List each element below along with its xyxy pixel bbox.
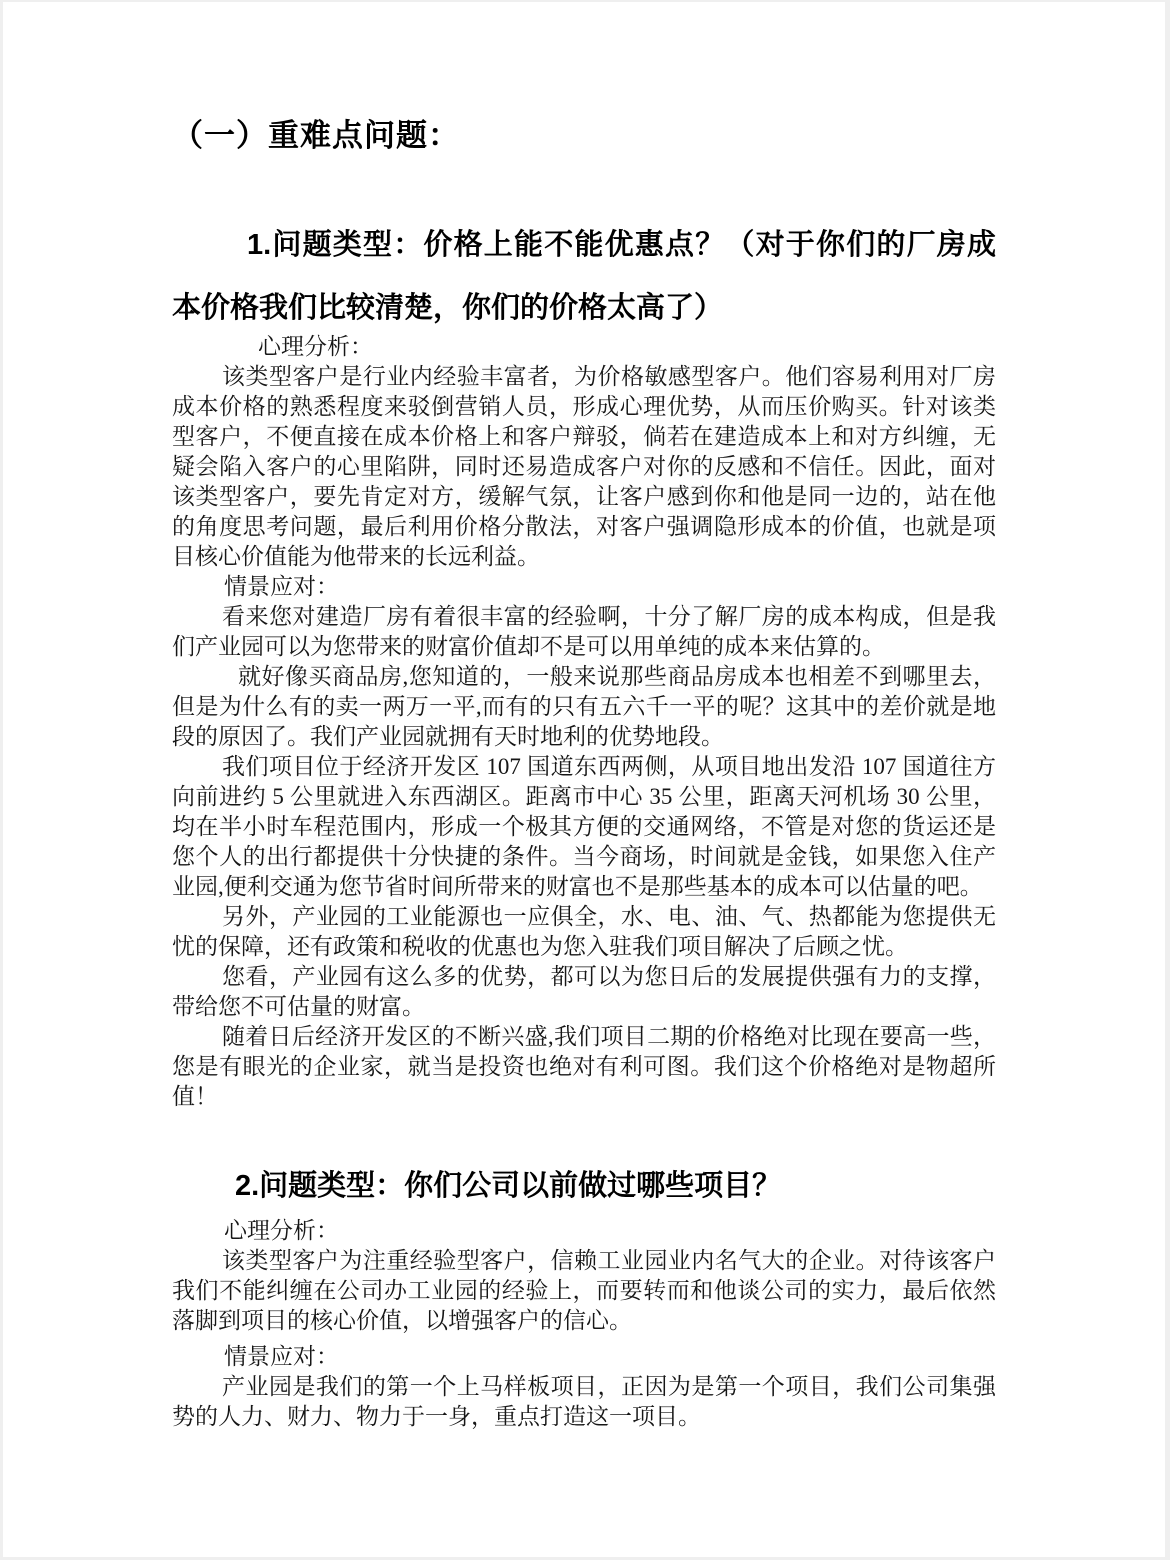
question-1-response-paragraph: 随着日后经济开发区的不断兴盛,我们项目二期的价格绝对比现在要高一些，您是有眼光的企业家，就当是投资也绝对有利可图。我们这个价格绝对是物超所值！ — [172, 1024, 996, 1109]
question-1-response-paragraph: 看来您对建造厂房有着很丰富的经验啊，十分了解厂房的成本构成，但是我们产业园可以为您带来的财富价值却不是可以用单纯的成本来估算的。 — [172, 604, 996, 659]
question-1-analysis-paragraph: 该类型客户是行业内经验丰富者，为价格敏感型客户。他们容易利用对厂房成本价格的熟悉程度来驳倒营销人员，形成心理优势，从而压价购买。针对该类型客户，不便直接在成本价格上和客户辩驳，倘若在建造成本上和对方纠缠，无疑会陷入客户的心里陷阱，同时还易造成客户对你的反感和不信任。因此，面对该类型客户，要先肯定对方，缓解气氛，让客户感到你和他是同一边的，站在他的角度思考问题，最后利用价格分散法，对客户强调隐形成本的价值，也就是项目核心价值能为他带来的长远利益。 — [172, 364, 996, 569]
question-2-response-label: 情景应对： — [224, 1344, 339, 1369]
section-title: （一）重难点问题： — [172, 118, 460, 153]
question-2-heading: 2.问题类型：你们公司以前做过哪些项目？ — [235, 1170, 782, 1202]
question-1-response-paragraph: 我们项目位于经济开发区 107 国道东西两侧，从项目地出发沿 107 国道往方向前进约 5 公里就进入东西湖区。距离市中心 35 公里，距离天河机场 30 公里，均在半小时车程范围内，形成一个极其方便的交通网络，不管是对您的货运还是您个人的出行都提供十分快捷的条件。当今商场，时间就是金钱，如果您入住产业园,便利交通为您节省时间所带来的财富也不是那些基本的成本可以估量的吧。 — [172, 754, 996, 899]
question-1-response-label: 情景应对： — [224, 574, 339, 599]
question-1-analysis-label: 心理分析： — [258, 334, 373, 359]
question-1-response-paragraph: 就好像买商品房,您知道的，一般来说那些商品房成本也相差不到哪里去，但是为什么有的卖一两万一平,而有的只有五六千一平的呢？这其中的差价就是地段的原因了。我们产业园就拥有天时地利的优势地段。 — [172, 664, 996, 749]
question-1-response-paragraph: 另外，产业园的工业能源也一应俱全，水、电、油、气、热都能为您提供无忧的保障，还有政策和税收的优惠也为您入驻我们项目解决了后顾之忧。 — [172, 904, 996, 959]
question-2-analysis-paragraph: 该类型客户为注重经验型客户，信赖工业园业内名气大的企业。对待该客户我们不能纠缠在公司办工业园的经验上，而要转而和他谈公司的实力，最后依然落脚到项目的核心价值，以增强客户的信心。 — [172, 1248, 996, 1333]
question-block-1 — [172, 214, 996, 1112]
question-block-2 — [172, 1155, 996, 1432]
question-2-analysis-label: 心理分析： — [224, 1218, 339, 1243]
question-2-response-paragraph: 产业园是我们的第一个上马样板项目，正因为是第一个项目，我们公司集强势的人力、财力、物力于一身，重点打造这一项目。 — [172, 1374, 996, 1429]
question-1-heading: 1.问题类型：价格上能不能优惠点？（对于你们的厂房成本价格我们比较清楚，你们的价格太高了） — [172, 229, 996, 324]
document-page — [3, 2, 1165, 1557]
question-1-response-paragraph: 您看，产业园有这么多的优势，都可以为您日后的发展提供强有力的支撑，带给您不可估量的财富。 — [172, 964, 996, 1019]
